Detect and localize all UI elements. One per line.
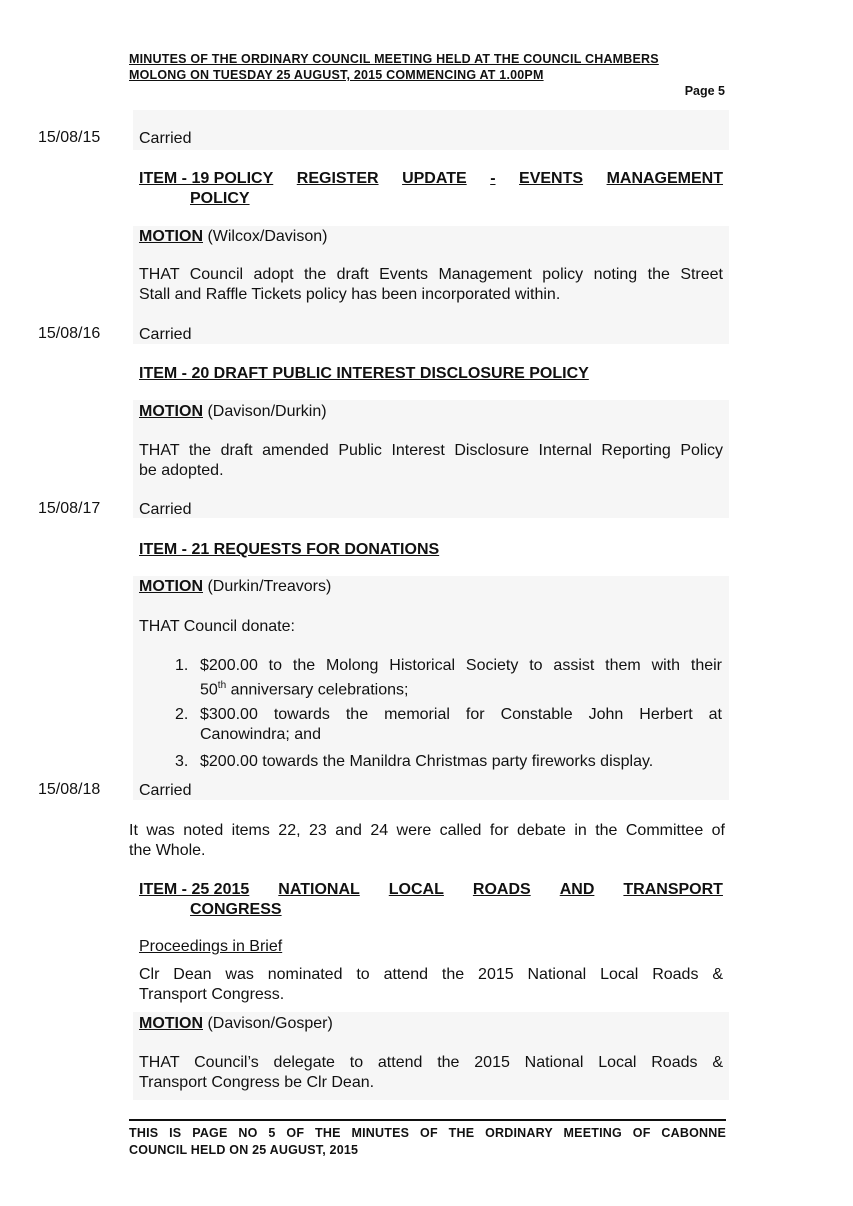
motion-movers: (Wilcox/Davison)	[203, 228, 328, 245]
minutes-header-line2: MOLONG ON TUESDAY 25 AUGUST, 2015 COMMENCING AT 1.00PM	[129, 68, 544, 82]
proceedings-text	[139, 965, 723, 1005]
title-word: TRANSPORT	[623, 881, 723, 898]
resolution-number: 15/08/17	[38, 500, 101, 517]
carried-text: Carried	[139, 501, 192, 518]
motion-label: MOTION	[139, 1015, 203, 1032]
ordinal-suffix: th	[217, 680, 227, 691]
text-line: be adopted.	[139, 462, 224, 479]
item25-title-line2: CONGRESS	[190, 901, 282, 918]
motion-movers: (Durkin/Treavors)	[203, 578, 332, 595]
title-word: ITEM - 19 POLICY	[139, 170, 274, 187]
item19-title-line1	[139, 169, 723, 189]
motion-movers: (Davison/Gosper)	[203, 1015, 333, 1032]
ordinal-number: 50	[200, 681, 218, 699]
footer-rule	[129, 1119, 726, 1121]
text-line: Stall and Raffle Tickets policy has been incorporated within.	[139, 286, 561, 303]
title-word: MANAGEMENT	[606, 170, 723, 187]
carried-shade-1	[133, 110, 729, 150]
list-number: 3.	[175, 753, 189, 770]
item25-title	[139, 880, 723, 920]
title-word: NATIONAL	[278, 881, 360, 898]
list-item: $200.00 towards the Manildra Christmas party fireworks display.	[200, 753, 654, 770]
item25-motion	[139, 1014, 333, 1034]
title-word: ROADS	[472, 881, 531, 898]
footer-line: THIS IS PAGE NO 5 OF THE MINUTES OF THE ORDINARY MEETING OF CABONNE	[129, 1126, 726, 1140]
item20-title-text: ITEM - 20 DRAFT PUBLIC INTEREST DISCLOSURE POLICY	[139, 365, 589, 382]
title-word: -	[490, 170, 496, 187]
text-line: $300.00 towards the memorial for Constable John Herbert at	[200, 706, 722, 723]
item19-title-line2: POLICY	[190, 190, 250, 207]
motion-movers: (Davison/Durkin)	[203, 403, 327, 420]
page-footer	[129, 1125, 726, 1159]
motion-label: MOTION	[139, 578, 203, 595]
carried-text: Carried	[139, 130, 192, 147]
item19-title	[139, 169, 723, 209]
item20-motion	[139, 402, 327, 422]
text-fragment: anniversary celebrations;	[226, 681, 409, 699]
committee-note	[129, 821, 725, 861]
item19-resolution-text	[139, 265, 723, 305]
item20-resolution-text	[139, 441, 723, 481]
item21-intro: THAT Council donate:	[139, 618, 295, 635]
text-line: $200.00 to the Molong Historical Society to assist them with their	[200, 657, 722, 674]
text-line: the Whole.	[129, 842, 206, 859]
footer-line: COUNCIL HELD ON 25 AUGUST, 2015	[129, 1143, 359, 1157]
list-item	[200, 705, 722, 745]
item20-title	[139, 364, 723, 384]
motion-label: MOTION	[139, 228, 203, 245]
title-word: EVENTS	[519, 170, 584, 187]
list-item	[200, 656, 722, 700]
text-line: Clr Dean was nominated to attend the 2015 National Local Roads &	[139, 966, 723, 983]
title-word: AND	[559, 881, 595, 898]
resolution-number: 15/08/18	[38, 781, 101, 798]
text-line: THAT Council’s delegate to attend the 2015 National Local Roads &	[139, 1054, 723, 1071]
item19-motion	[139, 227, 327, 247]
resolution-number: 15/08/15	[38, 129, 101, 146]
text-line: THAT Council adopt the draft Events Management policy noting the Street	[139, 266, 723, 283]
minutes-header-line1: MINUTES OF THE ORDINARY COUNCIL MEETING HELD AT THE COUNCIL CHAMBERS	[129, 52, 659, 66]
item25-resolution-text	[139, 1053, 723, 1093]
item21-title-text: ITEM - 21 REQUESTS FOR DONATIONS	[139, 541, 440, 558]
text-line: Transport Congress be Clr Dean.	[139, 1074, 375, 1091]
title-word: UPDATE	[402, 170, 467, 187]
resolution-number: 15/08/16	[38, 325, 101, 342]
page-number: Page 5	[684, 84, 725, 98]
item21-motion	[139, 577, 331, 597]
text-line	[200, 676, 722, 700]
list-number: 1.	[175, 657, 189, 674]
title-word: LOCAL	[388, 881, 444, 898]
title-word: ITEM - 25 2015	[139, 881, 250, 898]
item25-title-line1	[139, 880, 723, 900]
carried-text: Carried	[139, 326, 192, 343]
motion-label: MOTION	[139, 403, 203, 420]
item21-title	[139, 540, 723, 560]
text-line: Transport Congress.	[139, 986, 285, 1003]
carried-text: Carried	[139, 782, 192, 799]
proceedings-label: Proceedings in Brief	[139, 938, 283, 955]
title-word: REGISTER	[296, 170, 379, 187]
list-number: 2.	[175, 706, 189, 723]
text-line: Canowindra; and	[200, 726, 321, 743]
text-line: It was noted items 22, 23 and 24 were called for debate in the Committee of	[129, 822, 725, 839]
text-line: THAT the draft amended Public Interest Disclosure Internal Reporting Policy	[139, 442, 723, 459]
